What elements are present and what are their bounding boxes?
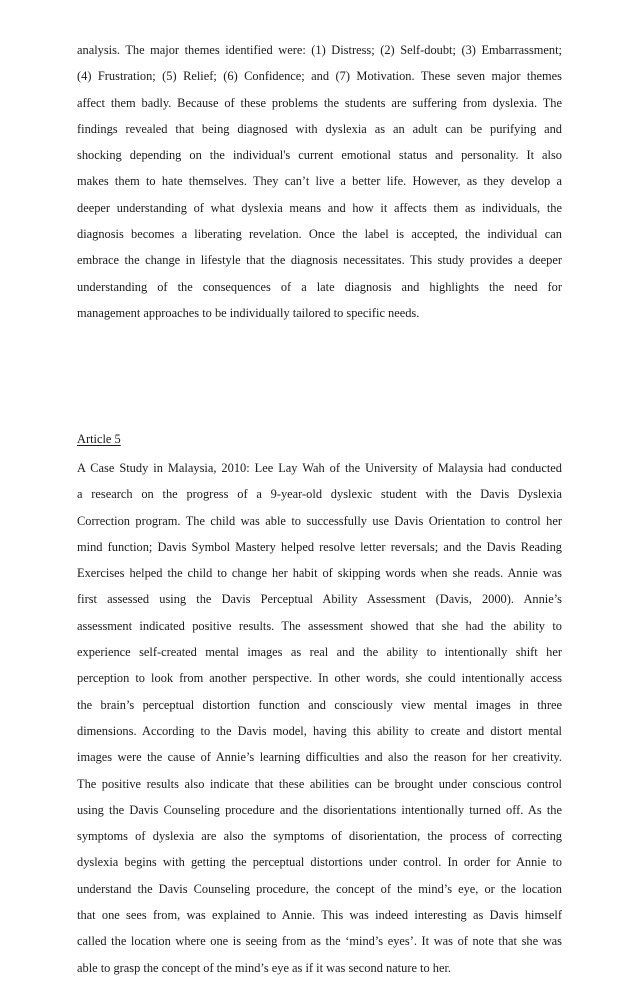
paragraph-case-study xyxy=(77,455,562,981)
text-line: dimensions. According to the Davis model, having this ability to create and distort mental xyxy=(77,723,562,738)
paragraph-themes xyxy=(77,37,562,326)
text-line: A Case Study in Malaysia, 2010: Lee Lay Wah of the University of Malaysia had conducted xyxy=(77,461,562,475)
text-line: a research on the progress of a 9-year-old dyslexic student with the Davis Dyslexia xyxy=(77,487,562,502)
text-line: deeper understanding of what dyslexia means and how it affects them as individuals, the xyxy=(77,200,562,215)
text-line: Exercises helped the child to change her habit of skipping words when she reads. Annie was xyxy=(77,566,562,581)
text-line: (4) Frustration; (5) Relief; (6) Confidence; and (7) Motivation. These seven major themes xyxy=(77,69,562,84)
text-line: affect them badly. Because of these problems the students are suffering from dyslexia. The xyxy=(77,95,562,110)
text-line: mind function; Davis Symbol Mastery helped resolve letter reversals; and the Davis Reading xyxy=(77,539,562,554)
text-line: diagnosis becomes a liberating revelation. Once the label is accepted, the individual can xyxy=(77,227,562,242)
section-heading: Article 5 xyxy=(77,432,121,446)
text-line: shocking depending on the individual's current emotional status and personality. It also xyxy=(77,148,562,163)
text-line: called the location where one is seeing from as the ‘mind’s eyes’. It was of note that she was xyxy=(77,934,562,949)
text-line: symptoms of dyslexia are also the symptoms of disorientation, the process of correcting xyxy=(77,829,562,844)
text-line: that one sees from, was explained to Annie. This was indeed interesting as Davis himself xyxy=(77,908,562,923)
text-line: dyslexia begins with getting the perceptual distortions under control. In order for Annie to xyxy=(77,855,562,870)
text-line: analysis. The major themes identified were: (1) Distress; (2) Self-doubt; (3) Embarrassment; xyxy=(77,43,562,57)
text-line: using the Davis Counseling procedure and the disorientations intentionally turned off. As the xyxy=(77,802,562,817)
text-line: findings revealed that being diagnosed with dyslexia as an adult can be purifying and xyxy=(77,121,562,136)
text-line: Correction program. The child was able to successfully use Davis Orientation to control her xyxy=(77,513,562,528)
text-line: makes them to hate themselves. They can’t live a better life. However, as they develop a xyxy=(77,174,562,189)
text-line: management approaches to be individually tailored to specific needs. xyxy=(77,305,420,320)
text-line: perception to look from another perspective. In other words, she could intentionally access xyxy=(77,671,562,686)
text-line: assessment indicated positive results. The assessment showed that she had the ability to xyxy=(77,618,562,633)
text-line: able to grasp the concept of the mind’s eye as if it was second nature to her. xyxy=(77,960,452,975)
text-line: The positive results also indicate that these abilities can be brought under conscious control xyxy=(77,776,562,791)
text-line: understand the Davis Counseling procedure, the concept of the mind’s eye, or the location xyxy=(77,881,562,896)
text-line: first assessed using the Davis Perceptual Ability Assessment (Davis, 2000). Annie’s xyxy=(77,592,562,607)
text-line: images were the cause of Annie’s learning difficulties and also the reason for her creativity. xyxy=(77,750,562,765)
text-line: experience self-created mental images as real and the ability to intentionally shift her xyxy=(77,645,562,660)
text-line: embrace the change in lifestyle that the diagnosis necessitates. This study provides a deeper xyxy=(77,253,562,268)
text-line: the brain’s perceptual distortion function and consciously view mental images in three xyxy=(77,697,562,712)
text-line: understanding of the consequences of a late diagnosis and highlights the need for xyxy=(77,279,562,294)
